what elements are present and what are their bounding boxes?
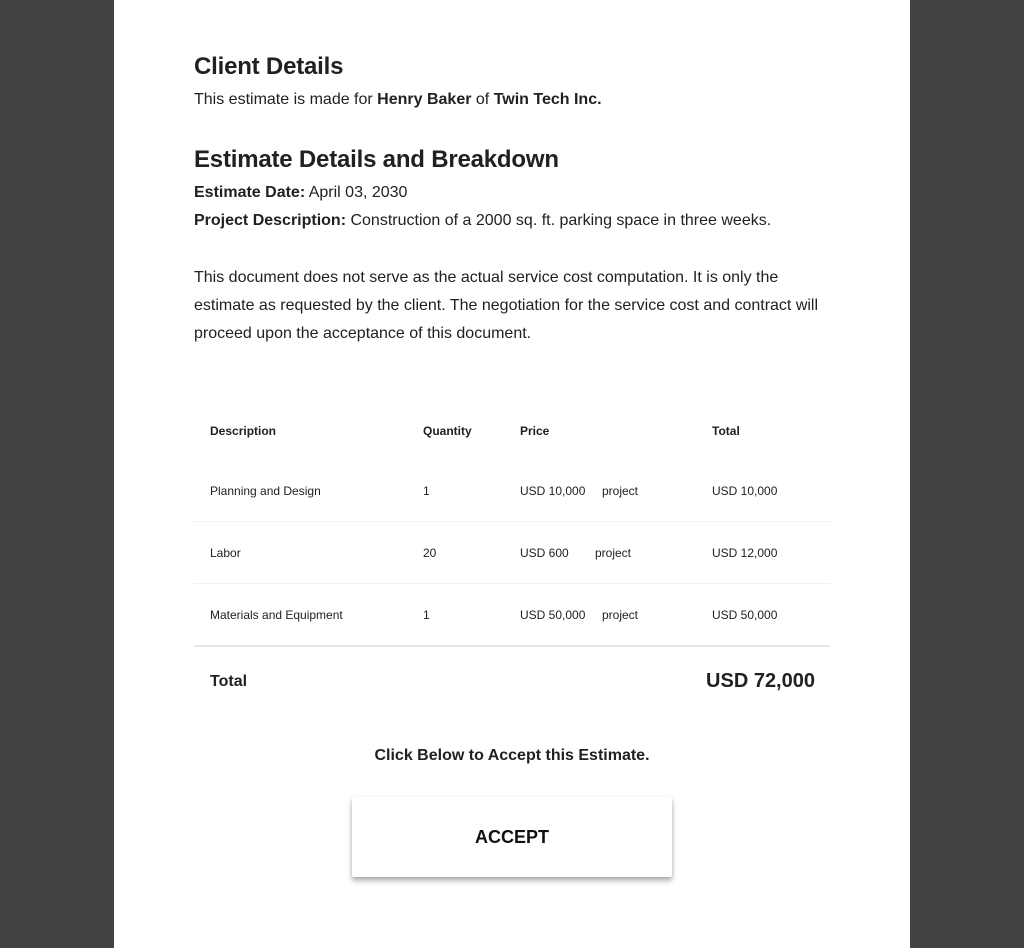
row-quantity: 1 — [423, 484, 430, 498]
estimate-date-label: Estimate Date: — [194, 184, 306, 201]
row-quantity: 1 — [423, 608, 430, 622]
estimate-date — [194, 184, 407, 202]
table-header-row — [194, 400, 830, 460]
row-price: USD 10,000 — [520, 484, 586, 498]
header-price: Price — [520, 424, 550, 438]
project-description-value: Construction of a 2000 sq. ft. parking space in three weeks. — [346, 212, 772, 229]
client-company: Twin Tech Inc. — [493, 91, 602, 108]
header-quantity: Quantity — [423, 424, 472, 438]
header-description: Description — [210, 424, 277, 438]
estimate-date-value: April 03, 2030 — [305, 184, 408, 201]
disclaimer-paragraph: This document does not serve as the actual service cost computation. It is only the estimate as requested by the client. The negotiation for the service cost and contract will proceed upon the acceptance of this document. — [194, 269, 819, 342]
row-description: Materials and Equipment — [210, 608, 343, 622]
row-price: USD 600 — [520, 546, 569, 560]
header-total: Total — [712, 424, 740, 438]
client-connector: of — [471, 91, 494, 108]
project-description — [194, 212, 771, 230]
document-page — [114, 0, 910, 948]
grand-total-value: USD 72,000 — [706, 670, 815, 692]
grand-total-row — [194, 664, 830, 704]
client-intro-prefix: This estimate is made for — [194, 91, 378, 108]
row-unit: project — [602, 608, 639, 622]
row-quantity: 20 — [423, 546, 437, 560]
table-row — [194, 522, 830, 584]
estimate-table — [194, 400, 830, 647]
row-price: USD 50,000 — [520, 608, 586, 622]
row-total: USD 10,000 — [712, 484, 778, 498]
table-row — [194, 460, 830, 522]
accept-prompt: Click Below to Accept this Estimate. — [374, 747, 650, 764]
row-total: USD 50,000 — [712, 608, 778, 622]
row-description: Labor — [210, 546, 241, 560]
client-intro — [194, 91, 602, 109]
grand-total-label: Total — [210, 673, 248, 690]
client-name: Henry Baker — [377, 91, 472, 108]
table-row — [194, 584, 830, 647]
row-description: Planning and Design — [210, 484, 321, 498]
estimate-details-heading: Estimate Details and Breakdown — [194, 146, 559, 173]
row-unit: project — [602, 484, 639, 498]
row-total: USD 12,000 — [712, 546, 778, 560]
project-description-label: Project Description: — [194, 212, 347, 229]
row-unit: project — [595, 546, 632, 560]
accept-button[interactable]: ACCEPT — [352, 797, 672, 877]
client-details-heading: Client Details — [194, 53, 344, 80]
